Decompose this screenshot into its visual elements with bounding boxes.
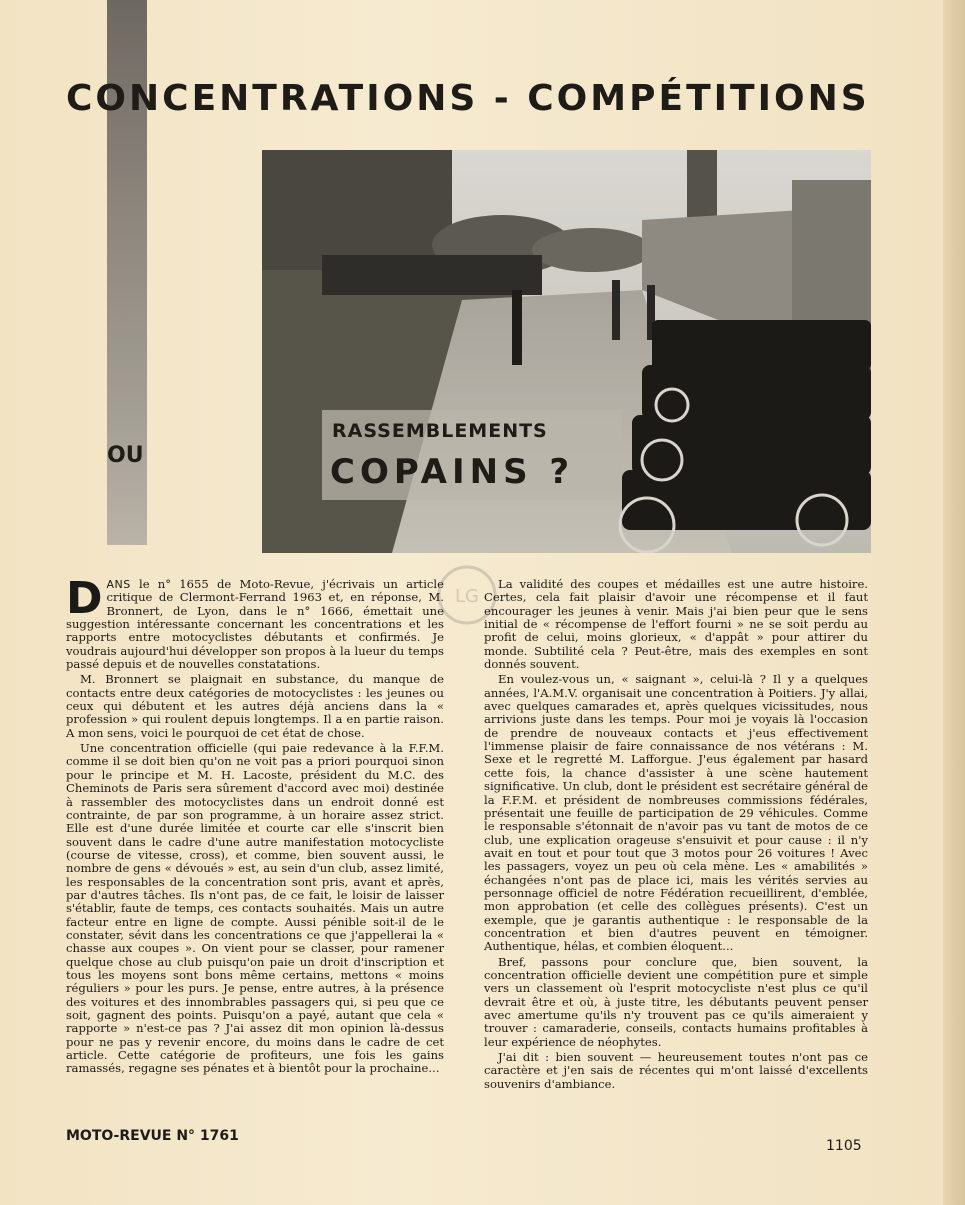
drop-cap: D — [66, 573, 103, 624]
svg-text:LG: LG — [455, 586, 479, 607]
article-paragraph-2: M. Bronnert se plaignait en substance, du manque de contacts entre deux catégories de motocyclistes : les jeunes ou ceux qui débutent et les autres déjà anciens dans la « profession » qui roulent depuis longtemps. Il a en partie raison. A mon sens, voici le pourquoi de cet état de chose. — [66, 672, 444, 740]
article-paragraph-3: Une concentration officielle (qui paie redevance à la F.F.M. comme il se doit bien qu'on ne voit pas a priori pourquoi sinon pour le principe et M. H. Lacoste, président du M.C. des Cheminots de Paris sera sûrement d'accord avec moi) destinée à rassembler des motocyclistes dans un endroit donné est contrainte, de par son programme, à un horaire assez strict. Elle est d'une durée limitée et courte car elle s'inscrit bien souvent dans le cadre d'une autre manifestation motocycliste (course de vitesse, cross), et comme, bien souvent aussi, le nombre de gens « dévoués » est, au sein d'un club, assez limité, les responsables de la concentration sont pris, avant et après, par d'autres tâches. Ils n'ont pas, de ce fait, le loisir de laisser s'établir, faute de temps, ces contacts souhaités. Mais un autre facteur entre en ligne de compte. Aussi pénible soit-il de le constater, sévit dans les concentrations ce que j'appellerai la « chasse aux coupes ». On vient pour se classer, pour ramener quelque chose au club puisqu'on paie un droit d'inscription et tous les moyens sont bons même certains, mettons « moins réguliers » pour les purs. Je pense, entre autres, à la présence des voitures et des innombrables passagers qui, si peu que ce soit, gagnent des points. Puisqu'on a payé, autant que cela « rapporte » n'est-ce pas ? J'ai assez dit mon opinion là-dessus pour ne pas y revenir encore, du moins dans le cadre de cet article. Cette catégorie de profiteurs, une fois les gains ramassés, regagne ses pénates et à bientôt pour la prochaine... — [66, 741, 444, 1076]
article-paragraph-7: J'ai dit : bien souvent — heureusement toutes n'ont pas ce caractère et j'en sais de récentes qui m'ont laissé d'excellents souvenirs d'ambiance. — [484, 1050, 868, 1091]
subtitle-ou: OU — [107, 443, 144, 468]
page-number: 1105 — [826, 1138, 862, 1154]
photo-illustration — [262, 150, 871, 553]
motorcycles-photo — [262, 150, 871, 553]
paragraph-text: le n° 1655 de Moto-Revue, j'écrivais un article critique de Clermont-Ferrand 1963 et, en réponse, M. Bronnert, de Lyon, dans le n° 1666, émettait une suggestion intéressante concernant les concentrations et les rapports entre motocyclistes débutants et confirmés. Je voudrais aujourd'hui développer son propos à la lueur du temps passé depuis et de nouvelles constatations. — [66, 577, 444, 672]
subtitle-rassemblements: RASSEMBLEMENTS — [332, 420, 548, 442]
article-column-right — [484, 578, 868, 1093]
page-edge — [943, 0, 965, 1205]
page-title: CONCENTRATIONS - COMPÉTITIONS — [66, 78, 870, 119]
article-column-left — [66, 573, 444, 1078]
article-paragraph-4: La validité des coupes et médailles est une autre histoire. Certes, cela fait plaisir d'avoir une récompense et il faut encourager les jeunes à venir. Mais j'ai bien peur que le sens initial de « récompense de l'effort fourni » ne se soit perdu au profit de celui, moins glorieux, « d'appât » pour attirer du monde. Subtilité cela ? Peut-être, mais des exemples en sont donnés souvent. — [484, 577, 868, 672]
subtitle-copains: COPAINS ? — [330, 452, 575, 492]
magazine-footer: MOTO-REVUE N° 1761 — [66, 1128, 239, 1144]
lead-word: ANS — [106, 578, 131, 591]
article-paragraph-6: Bref, passons pour conclure que, bien souvent, la concentration officielle devient une compétition pure et simple vers un classement où l'esprit motocycliste n'est plus ce qu'il devrait être et où, à juste titre, les débutants peuvent penser avec amertume qu'ils n'y trouvent pas ce qu'ils aimeraient y trouver : camaraderie, conseils, contacts humains profitables à leur expérience de néophytes. — [484, 954, 868, 1049]
article-paragraph-5: En voulez-vous un, « saignant », celui-là ? Il y a quelques années, l'A.M.V. organisait une concentration à Poitiers. J'y allai, avec quelques camarades et, après quelques vicissitudes, nous arrivions juste dans les temps. Pour moi je voyais là l'occasion de prendre de nouveaux contacts et j'eus effectivement l'immense plaisir de faire connaissance de nos vétérans : M. Sexe et le regretté M. Lafforgue. J'eus également par hasard cette fois, la chance d'assister à une scène hautement significative. Un club, dont le président est secrétaire général de la F.F.M. et président de nombreuses commissions fédérales, présentait une feuille de participation de 29 véhicules. Comme le responsable s'étonnait de n'avoir pas vu tant de motos de ce club, une explication orageuse s'ensuivit et pour cause : il n'y avait en tout et pour tout que 3 motos pour 26 voitures ! Avec les passagers, voyez un peu où cela mène. Les « amabilités » échangées n'ont pas de place ici, mais les vérités servies au personnage officiel de notre Fédération recueillirent, d'emblée, mon approbation (et celle des collègues présents). C'est un exemple, que je garantis authentique : le responsable de la concentration et bien d'autres peuvent en témoigner. Authentique, hélas, et combien éloquent... — [484, 672, 868, 954]
article-paragraph-1 — [66, 573, 444, 672]
